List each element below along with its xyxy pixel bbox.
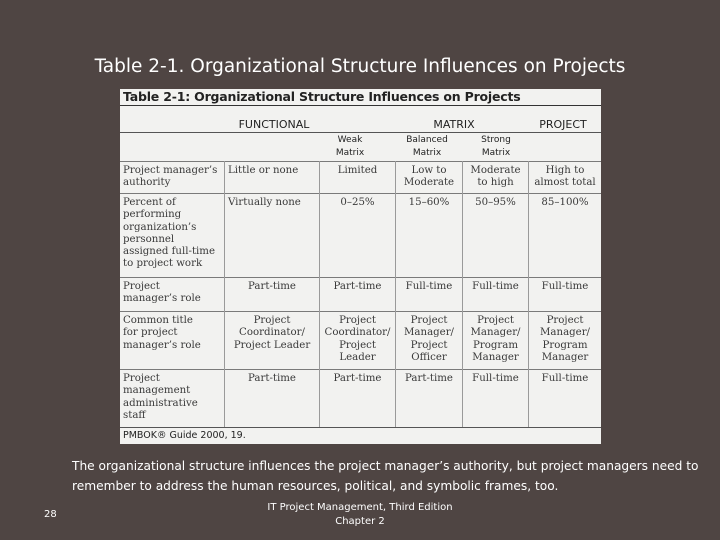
header-weak-line1: Weak xyxy=(337,135,363,145)
cell-line: Manager xyxy=(472,351,519,363)
cell-line: Program xyxy=(473,339,518,351)
cell-weak-authority xyxy=(320,165,395,177)
cell-strong-pm-role xyxy=(463,281,528,293)
bottom-rule xyxy=(120,427,601,428)
cell-functional-percent xyxy=(228,197,318,209)
footer-chapter: Chapter 2 xyxy=(335,516,385,527)
cell-line: management xyxy=(123,385,191,397)
cell-line: Project xyxy=(477,315,514,326)
cell-project-authority xyxy=(529,165,601,190)
cell-line: 85–100% xyxy=(541,197,589,208)
cell-line: Moderate xyxy=(470,165,521,176)
cell-line: Project xyxy=(546,315,584,326)
header-project: PROJECT xyxy=(539,118,587,131)
cell-project-title xyxy=(529,315,601,364)
cell-line: Coordinator/ xyxy=(324,327,391,339)
cell-line: Low to xyxy=(411,165,447,176)
cell-balanced-staff xyxy=(396,373,462,385)
header-weak-line2: Matrix xyxy=(335,148,365,158)
header-weak-matrix xyxy=(320,134,380,160)
cell-line: Full-time xyxy=(541,281,589,292)
cell-line: Manager/ xyxy=(540,327,590,339)
cell-line: organization’s xyxy=(123,221,197,233)
cell-line: assigned full-time xyxy=(123,246,215,258)
cell-weak-staff xyxy=(320,373,395,385)
cell-line: to project work xyxy=(123,258,203,270)
cell-line: Part-time xyxy=(248,281,296,292)
cell-balanced-authority xyxy=(396,165,462,190)
cell-strong-title xyxy=(463,315,528,364)
cell-line: Project xyxy=(339,315,376,326)
cell-line: Part-time xyxy=(248,373,296,384)
cell-line: administrative xyxy=(123,397,198,409)
row-label-admin-staff xyxy=(123,373,223,422)
cell-line: Project xyxy=(253,315,291,326)
header-matrix: MATRIX xyxy=(433,118,475,131)
cell-line: almost total xyxy=(534,177,596,189)
header-balanced-line2: Matrix xyxy=(412,148,442,158)
row-label-percent-personnel xyxy=(123,197,223,271)
cell-line: performing xyxy=(123,209,182,221)
header-strong-line2: Matrix xyxy=(481,148,511,158)
cell-strong-staff xyxy=(463,373,528,385)
cell-line: Coordinator/ xyxy=(239,327,305,339)
cell-line: High to xyxy=(545,165,585,176)
cell-line: Virtually none xyxy=(228,197,301,208)
row-label-authority xyxy=(123,165,223,190)
cell-line: Percent of xyxy=(123,197,176,208)
header-balanced-line1: Balanced xyxy=(406,135,448,145)
title-rule xyxy=(120,105,601,106)
cell-weak-title xyxy=(320,315,395,364)
cell-line: manager’s role xyxy=(123,293,201,305)
cell-line: 0–25% xyxy=(340,197,375,208)
cell-line: personnel xyxy=(123,233,175,245)
cell-balanced-title xyxy=(396,315,462,364)
cell-functional-pm-role xyxy=(225,281,319,293)
cell-balanced-percent xyxy=(396,197,462,209)
cell-line: Program xyxy=(542,339,588,351)
cell-line: Moderate xyxy=(403,177,455,189)
cell-line: Full-time xyxy=(541,373,589,384)
header-rule xyxy=(120,132,601,133)
footer-book-title: IT Project Management, Third Edition xyxy=(267,502,453,513)
header-balanced-matrix xyxy=(392,134,462,160)
cell-line: authority xyxy=(123,177,171,189)
cell-line: Little or none xyxy=(228,165,299,176)
cell-line: 15–60% xyxy=(408,197,450,208)
cell-line: staff xyxy=(123,409,146,421)
cell-line: Full-time xyxy=(405,281,453,292)
cell-project-pm-role xyxy=(529,281,601,293)
cell-line: Full-time xyxy=(472,373,519,384)
cell-functional-authority xyxy=(228,165,318,177)
cell-line: Project xyxy=(123,281,160,292)
cell-line: Project xyxy=(410,315,448,326)
table-title: Table 2-1: Organizational Structure Influences on Projects xyxy=(123,89,521,104)
table-footnote: PMBOK® Guide 2000, 19. xyxy=(123,430,246,441)
slide-footer xyxy=(240,501,480,529)
cell-line: Part-time xyxy=(333,373,382,384)
cell-weak-percent xyxy=(320,197,395,209)
cell-project-percent xyxy=(529,197,601,209)
row-label-pm-role xyxy=(123,281,223,306)
cell-strong-percent xyxy=(463,197,528,209)
cell-line: Limited xyxy=(337,165,378,176)
cell-weak-pm-role xyxy=(320,281,395,293)
cell-line: manager’s role xyxy=(123,339,201,351)
cell-line: Full-time xyxy=(472,281,519,292)
row-label-common-title xyxy=(123,315,223,352)
cell-line: Project xyxy=(123,373,160,384)
header-strong-line1: Strong xyxy=(481,135,511,145)
cell-line: to high xyxy=(477,177,514,189)
cell-line: Manager xyxy=(541,351,589,363)
cell-line: Officer xyxy=(411,351,447,363)
slide-caption: The organizational structure influences the project manager’s authority, but project managers need to remember to address the human resources, political, and symbolic frames, too. xyxy=(72,459,699,493)
cell-line: Project xyxy=(339,339,376,351)
slide-title: Table 2-1. Organizational Structure Influences on Projects xyxy=(94,56,626,77)
cell-balanced-pm-role xyxy=(396,281,462,293)
cell-line: Leader xyxy=(339,351,376,363)
cell-project-staff xyxy=(529,373,601,385)
page-number: 28 xyxy=(44,509,57,520)
cell-line: Manager/ xyxy=(470,327,521,339)
cell-line: Part-time xyxy=(333,281,382,292)
cell-line: 50–95% xyxy=(475,197,516,208)
cell-functional-title xyxy=(225,315,319,352)
cell-line: Part-time xyxy=(405,373,453,384)
cell-line: Common title xyxy=(123,315,193,326)
cell-line: Project Leader xyxy=(233,339,311,351)
cell-line: Manager/ xyxy=(404,327,454,339)
cell-line: Project xyxy=(410,339,448,351)
header-strong-matrix xyxy=(464,134,528,160)
header-functional: FUNCTIONAL xyxy=(238,118,310,131)
col-rule xyxy=(224,161,225,427)
cell-strong-authority xyxy=(463,165,528,190)
cell-functional-staff xyxy=(225,373,319,385)
cell-line: Project manager’s xyxy=(123,165,218,176)
cell-line: for project xyxy=(123,327,178,339)
org-structure-table xyxy=(120,89,601,444)
